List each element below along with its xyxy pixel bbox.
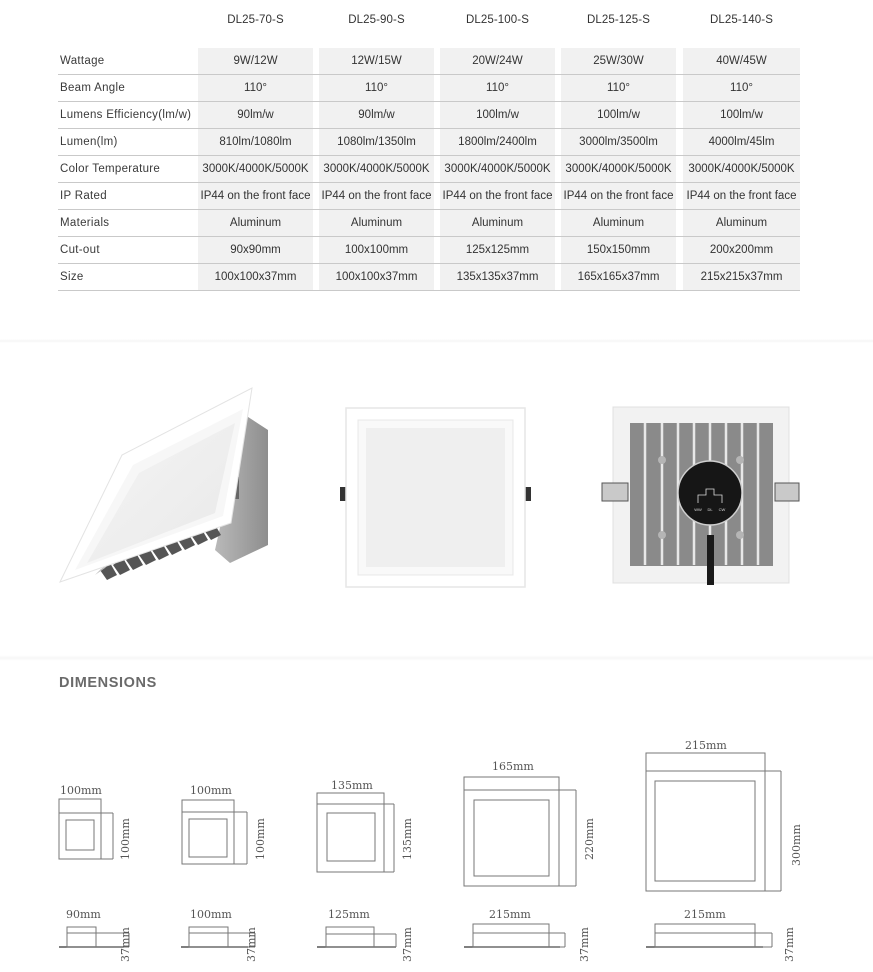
table-row <box>58 102 800 129</box>
cell: IP44 on the front face <box>321 190 432 202</box>
model-header: DL25-140-S <box>709 14 773 26</box>
cell: 3000K/4000K/5000K <box>565 163 672 175</box>
dim-width-label: 165mm <box>492 760 534 773</box>
top-view-drawing <box>181 799 249 866</box>
dim-width-label: 215mm <box>684 908 726 921</box>
dim-height-label: 37mm <box>119 927 132 962</box>
dim-width-label: 215mm <box>685 739 727 752</box>
row-label: Beam Angle <box>60 82 126 94</box>
cell: IP44 on the front face <box>563 190 674 202</box>
cell: 1080lm/1350lm <box>337 136 416 148</box>
dim-height-label: 100mm <box>119 818 132 860</box>
dim-height-label: 300mm <box>790 824 803 866</box>
top-view-drawing <box>316 792 396 873</box>
side-view-drawing <box>645 922 775 950</box>
cell: 150x150mm <box>586 244 651 256</box>
cell: 3000K/4000K/5000K <box>688 163 795 175</box>
top-view-drawing <box>58 798 114 862</box>
table-row <box>58 75 800 102</box>
cell: 810lm/1080lm <box>219 136 292 148</box>
dim-height-label: 135mm <box>401 818 414 860</box>
cell: 100x100x37mm <box>335 271 418 283</box>
cell: 100x100mm <box>344 244 409 256</box>
cell: 20W/24W <box>472 55 523 67</box>
product-photo-back <box>600 405 800 585</box>
cell: 40W/45W <box>716 55 767 67</box>
dim-height-label: 220mm <box>583 818 596 860</box>
cell: 3000K/4000K/5000K <box>323 163 430 175</box>
dim-width-label: 100mm <box>60 784 102 797</box>
cell: 3000K/4000K/5000K <box>444 163 551 175</box>
svg-text:CW: CW <box>718 507 726 512</box>
dim-height-label: 37mm <box>401 927 414 962</box>
product-photo-front <box>338 405 533 590</box>
row-label: Color Temperature <box>60 163 161 175</box>
side-view-drawing <box>463 922 568 950</box>
table-row <box>58 48 800 75</box>
svg-text:WW: WW <box>694 507 702 512</box>
cell: Aluminum <box>715 217 768 229</box>
cell: 110° <box>730 82 753 94</box>
dim-height-label: 37mm <box>578 927 591 962</box>
dim-width-label: 100mm <box>190 908 232 921</box>
cell: 100lm/w <box>720 109 763 121</box>
cell: Aluminum <box>229 217 282 229</box>
cell: Aluminum <box>350 217 403 229</box>
table-header-row <box>58 14 800 34</box>
cell: 135x135x37mm <box>456 271 539 283</box>
model-header: DL25-100-S <box>465 14 529 26</box>
model-header: DL25-125-S <box>586 14 650 26</box>
table-row <box>58 183 800 210</box>
dim-width-label: 135mm <box>331 779 373 792</box>
cell: IP44 on the front face <box>686 190 797 202</box>
table-row <box>58 264 800 291</box>
cell: 165x165x37mm <box>577 271 660 283</box>
cell: 100lm/w <box>476 109 519 121</box>
svg-text:DL: DL <box>707 507 713 512</box>
cell: Aluminum <box>592 217 645 229</box>
cell: 3000lm/3500lm <box>579 136 658 148</box>
cell: Aluminum <box>471 217 524 229</box>
cell: 125x125mm <box>465 244 530 256</box>
cell: 9W/12W <box>233 55 278 67</box>
cell: 110° <box>365 82 388 94</box>
row-label: Lumens Efficiency(lm/w) <box>60 109 192 121</box>
row-label: Lumen(lm) <box>60 136 118 148</box>
cell: 200x200mm <box>709 244 774 256</box>
table-row <box>58 156 800 183</box>
product-photo-angled <box>55 385 300 595</box>
cell: 215x215x37mm <box>700 271 783 283</box>
table-row <box>58 237 800 264</box>
cell: 4000lm/45lm <box>708 136 775 148</box>
section-divider <box>0 339 873 343</box>
dim-width-label: 90mm <box>66 908 101 921</box>
dim-width-label: 100mm <box>190 784 232 797</box>
cell: 90x90mm <box>230 244 281 256</box>
model-header: DL25-70-S <box>227 14 284 26</box>
row-label: IP Rated <box>60 190 107 202</box>
cell: 100x100x37mm <box>214 271 297 283</box>
cell: 90lm/w <box>237 109 274 121</box>
table-body <box>58 48 800 291</box>
cell: 3000K/4000K/5000K <box>202 163 309 175</box>
section-divider <box>0 655 873 661</box>
model-header: DL25-90-S <box>348 14 405 26</box>
row-label: Materials <box>60 217 110 229</box>
dim-width-label: 215mm <box>489 908 531 921</box>
cell: 110° <box>244 82 267 94</box>
cell: 12W/15W <box>351 55 402 67</box>
row-label: Size <box>60 271 84 283</box>
dim-width-label: 125mm <box>328 908 370 921</box>
cell: 100lm/w <box>597 109 640 121</box>
row-label: Cut-out <box>60 244 100 256</box>
cell: IP44 on the front face <box>200 190 311 202</box>
table-row <box>58 210 800 237</box>
cell: 110° <box>486 82 509 94</box>
cell: 110° <box>607 82 630 94</box>
dim-height-label: 37mm <box>783 927 796 962</box>
cell: IP44 on the front face <box>442 190 553 202</box>
row-label: Wattage <box>60 55 105 67</box>
side-view-drawing <box>316 925 406 950</box>
cell: 90lm/w <box>358 109 395 121</box>
top-view-drawing <box>645 752 783 892</box>
top-view-drawing <box>463 776 578 887</box>
dimensions-heading: DIMENSIONS <box>59 675 157 691</box>
dim-height-label: 37mm <box>245 927 258 962</box>
cell: 1800lm/2400lm <box>458 136 537 148</box>
cell: 25W/30W <box>593 55 644 67</box>
table-row <box>58 129 800 156</box>
dim-height-label: 100mm <box>254 818 267 860</box>
